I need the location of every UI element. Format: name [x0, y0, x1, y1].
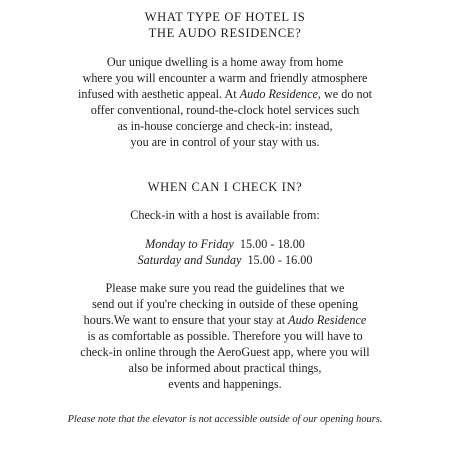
section1-paragraph-line2: where you will encounter a warm and friendly atmosphere: [82, 71, 368, 85]
section2-paragraph-line1: Please make sure you read the guidelines that we: [105, 281, 345, 295]
section2-heading: WHEN CAN I CHECK IN?: [147, 180, 303, 194]
section1-heading-line1: WHAT TYPE OF HOTEL IS: [144, 10, 306, 24]
schedule-hours-weekend: 15.00 - 16.00: [247, 253, 313, 267]
schedule-row-weekend: [0, 252, 450, 268]
schedule-hours-weekdays: 15.00 - 18.00: [239, 237, 305, 251]
section2-paragraph-line7: events and happenings.: [168, 377, 282, 391]
schedule-row-weekdays: [0, 236, 450, 252]
elevator-note: Please note that the elevator is not accessible outside of our opening hours.: [67, 414, 383, 425]
section1-heading-line2: THE AUDO RESIDENCE?: [148, 26, 302, 40]
section2-paragraph-line2: send out if you're checking in outside of these opening: [92, 297, 358, 311]
section1-p3-text-after: , we do not: [317, 87, 373, 101]
section1-paragraph-line1: Our unique dwelling is a home away from home: [106, 55, 344, 69]
section1-paragraph-line6: you are in control of your stay with us.: [130, 135, 320, 149]
section2-paragraph-line5: check-in online through the AeroGuest app, where you will: [80, 345, 370, 359]
section1-paragraph-line5: as in-house concierge and check-in: instead,: [117, 119, 333, 133]
schedule-days-weekend: Saturday and Sunday: [137, 253, 242, 267]
schedule-days-weekdays: Monday to Friday: [145, 237, 234, 251]
section2-paragraph-line3: [0, 312, 450, 328]
section1-paragraph-line4: offer conventional, round-the-clock hotel services such: [90, 103, 360, 117]
section2-paragraph-line6: also be informed about practical things,: [128, 361, 322, 375]
section2-p3-brand-italic: Audo Residence: [288, 313, 367, 327]
section1-p3-brand-italic: Audo Residence: [239, 87, 318, 101]
section1-paragraph-line3: [0, 86, 450, 102]
section2-p3-text-before: hours.We want to ensure that your stay at: [83, 313, 289, 327]
section2-intro: Check-in with a host is available from:: [130, 208, 320, 222]
section2-paragraph-line4: is as comfortable as possible. Therefore you will have to: [87, 329, 363, 343]
section1-p3-text-before: infused with aesthetic appeal. At: [77, 87, 240, 101]
